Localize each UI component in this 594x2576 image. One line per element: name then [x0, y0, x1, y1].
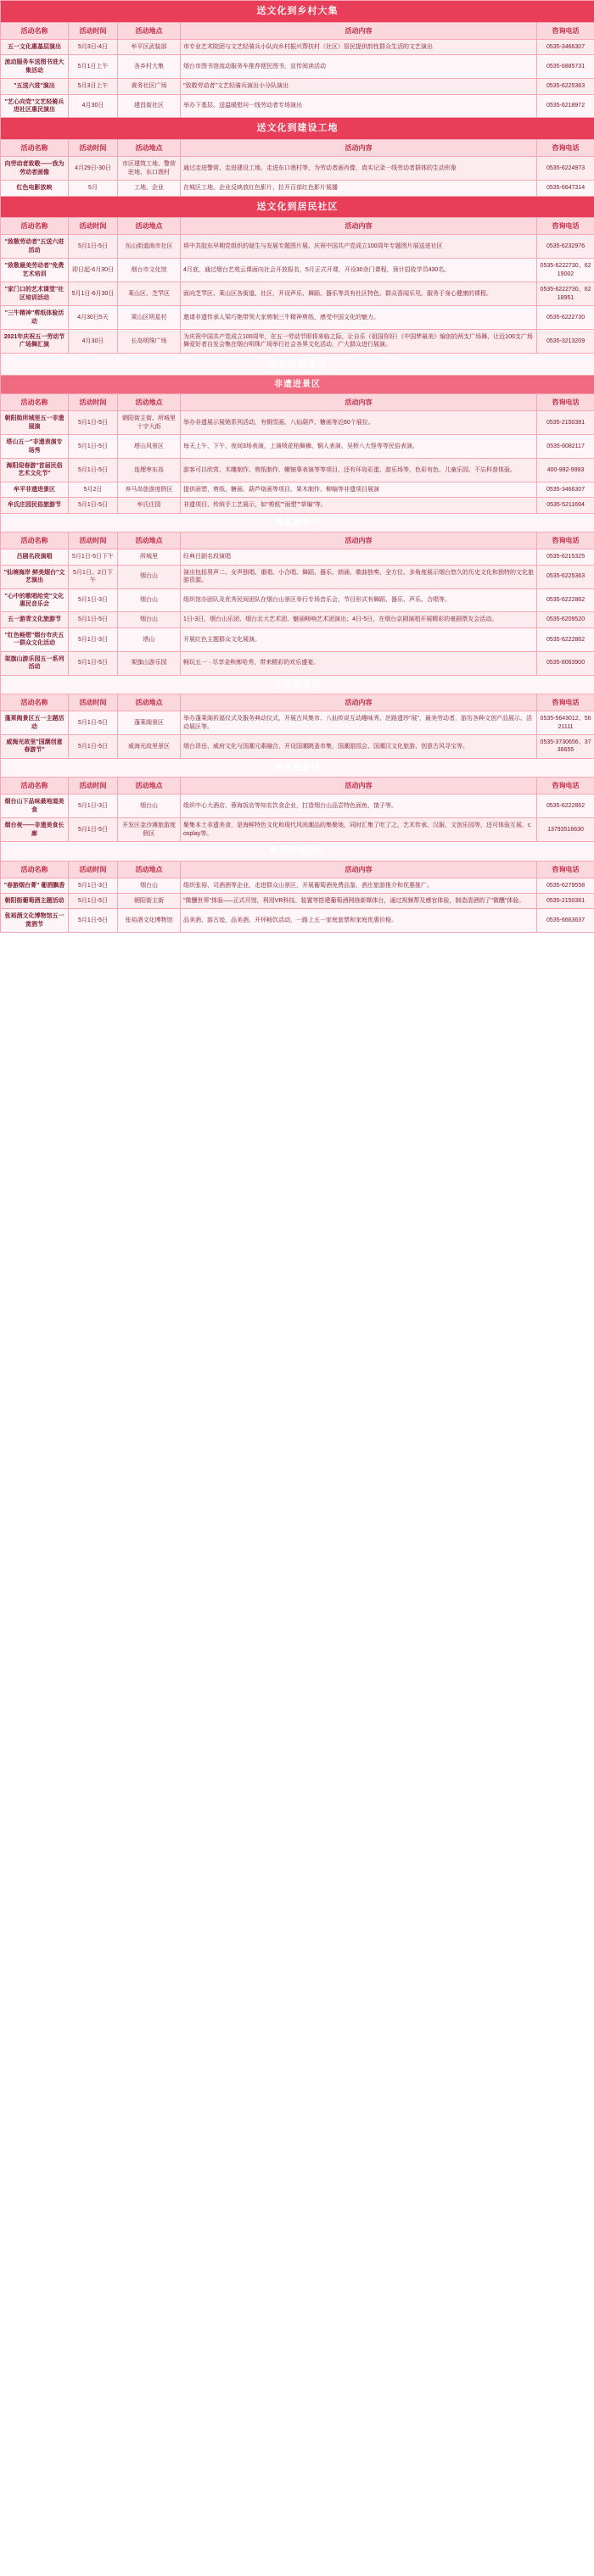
activity-name: 向劳动者致敬——我为劳动者画像 [1, 157, 69, 181]
activity-place: 工地、企业 [118, 181, 181, 196]
column-header-0: 活动名称 [1, 778, 69, 795]
activity-content: 演出包括男声二、女声独唱、重唱、小合唱、舞蹈、器乐、朗诵、歌曲独奏、全方位、多角度展示烟台悠久的历史文化和独特的文化旅游资源。 [181, 565, 537, 588]
activity-phone: 0535-6209520 [537, 612, 594, 627]
activity-content: 为庆祝中国共产党成立100周年，在五一劳动节即将来临之际，让自乐（祖国你好）《中国梦最美》编创的两支广场舞，让近100支广场舞爱好者自发会集在烟台明珠广场举行社会各界文化活动，广大群众进行展演。 [181, 329, 537, 353]
activity-time: 5月1日-3日 [69, 627, 118, 651]
activity-name: "红色畅想"烟台市庆五一群众文化活动 [1, 627, 69, 651]
table-header-row [1, 861, 594, 878]
column-header-3: 活动内容 [181, 140, 537, 157]
activity-name: 五一文化惠基层演出 [1, 39, 69, 54]
column-header-3: 活动内容 [181, 694, 537, 711]
activity-place: 开发区金沙滩旅游度假区 [118, 818, 181, 842]
activity-content: 举办非遗展示展销系列活动，有铜雪画、八仙葫芦、糖画等近60个展位。 [181, 411, 537, 435]
activity-place: 烟台市文化馆 [118, 259, 181, 282]
activity-phone: 0535-6225363 [537, 565, 594, 588]
column-header-4: 咨询电话 [537, 394, 594, 411]
activity-name: "致敬劳动者"五送六进活动 [1, 235, 69, 259]
subsection-title: 美食进景区 [1, 758, 594, 778]
section-title-row [1, 196, 594, 218]
activity-time: 5月1日-5日 [69, 458, 118, 482]
activity-time: 5月1日-6月30日 [69, 282, 118, 306]
activity-place: 养马岛旅游度假区 [118, 482, 181, 497]
activity-name: 威海光故里"国潮创意春游节" [1, 734, 69, 758]
activity-phone: 0535-5211694 [537, 498, 594, 513]
activity-content: 提供面塑、剪纸、糖画、葫芦烙画等项目、果木制作、柳编等非遗项目展演 [181, 482, 537, 497]
table-row [1, 94, 594, 118]
table-row [1, 39, 594, 54]
activity-phone: 0535-6082117 [537, 435, 594, 459]
activity-phone: 13793516630 [537, 818, 594, 842]
table-row [1, 612, 594, 627]
activity-phone: 0535-6218972 [537, 94, 594, 118]
column-header-1: 活动时间 [69, 694, 118, 711]
table-row [1, 878, 594, 893]
table-row [1, 894, 594, 909]
subsection-title-row [1, 675, 594, 694]
activity-place: 烟台山 [118, 565, 181, 588]
column-header-2: 活动地点 [118, 140, 181, 157]
activity-table [0, 0, 594, 933]
activity-phone: 0535-2150381 [537, 894, 594, 909]
column-header-2: 活动地点 [118, 861, 181, 878]
activity-name: 2021年庆祝五一劳动节广场舞汇演 [1, 329, 69, 353]
subsection-title: 非遗进景区 [1, 375, 594, 394]
activity-content: "微醺世界"体验–––正式开馆，利用VR科技、装置等搭建葡萄酒网络新媒体台，通过视频帮及感官体验，制造清酒的了"微醺"体验。 [181, 894, 537, 909]
column-header-2: 活动地点 [118, 532, 181, 549]
activity-time: 5月1日-5日 [69, 894, 118, 909]
subsection-title: 演艺进景区 [1, 513, 594, 532]
section-title-row [1, 118, 594, 140]
column-header-4: 咨询电话 [537, 532, 594, 549]
column-header-3: 活动内容 [181, 218, 537, 235]
table-row [1, 711, 594, 735]
subsection-title-row [1, 842, 594, 861]
column-header-0: 活动名称 [1, 140, 69, 157]
activity-name: "致敬最美劳动者"免费艺术培训 [1, 259, 69, 282]
activity-phone: 0535-6222862 [537, 588, 594, 612]
activity-name: 朝阳街葡萄酒主题活动 [1, 894, 69, 909]
table-row [1, 651, 594, 675]
activity-time: 4月30日5天 [69, 306, 118, 330]
subsection-title-row [1, 758, 594, 778]
activity-phone: 0535-8063900 [537, 651, 594, 675]
activity-name: 吕剧名段演唱 [1, 549, 69, 565]
table-header-row [1, 532, 594, 549]
table-row [1, 157, 594, 181]
column-header-0: 活动名称 [1, 532, 69, 549]
activity-place: 烟台山 [118, 795, 181, 818]
column-header-4: 咨询电话 [537, 778, 594, 795]
table-header-row [1, 778, 594, 795]
activity-content: "致敬劳动者"文艺轻骑兵演出小分队演出 [181, 79, 537, 94]
subsection-title-row [1, 513, 594, 532]
table-row [1, 588, 594, 612]
activity-phone: 0535-3466307 [537, 39, 594, 54]
activity-time: 5月1日-5日 [69, 498, 118, 513]
activity-time: 5月1日-5日 [69, 909, 118, 933]
activity-content: 开展红色主题群众文化展演。 [181, 627, 537, 651]
activity-name: 五一游青文化旅游节 [1, 612, 69, 627]
table-row [1, 565, 594, 588]
column-header-2: 活动地点 [118, 22, 181, 39]
activity-content: 邀请非遗传承人梁巧艳带领大家剪制三牛精神剪纸，感受中国文化的魅力。 [181, 306, 537, 330]
activity-phone: 0535-3466307 [537, 482, 594, 497]
section-title-row [1, 1, 594, 23]
activity-time: 5月2日 [69, 482, 118, 497]
activity-content: 组织馆办团队及优秀民间团队在烟台山景区举行专场音乐会，节目形式有舞蹈、器乐、声乐、合唱等。 [181, 588, 537, 612]
table-row [1, 79, 594, 94]
subsection-title-row [1, 375, 594, 394]
activity-time: 5月1日-5日 [69, 734, 118, 758]
table-row [1, 482, 594, 497]
activity-content: 组织中心大酒店、蓉海饭店等知名饮食企业，打造烟台山品尝特色面鱼、馇子等。 [181, 795, 537, 818]
subsection-title: 葡萄酒进景区 [1, 842, 594, 861]
column-header-1: 活动时间 [69, 218, 118, 235]
table-row [1, 498, 594, 513]
activity-time: 5月1日-5日 [69, 651, 118, 675]
activity-place: 塔山 [118, 627, 181, 651]
activity-content: 聚集本土非遗美食，是海鲜特色文化和现代风尚潮品的集聚地，同时汇集了吃了之、艺术传承、汉服、文创乐园等，还可体验互展、cosplay等。 [181, 818, 537, 842]
activity-time: 5月1日-5日 [69, 435, 118, 459]
activity-time: 5月1日、2日下午 [69, 565, 118, 588]
activity-place: 蓬莱阁景区 [118, 711, 181, 735]
activity-name: 架旗山游乐园五一系列活动 [1, 651, 69, 675]
activity-phone: 0535-6224973 [537, 157, 594, 181]
activity-name: "春游烟台菁" 葡酒飘香 [1, 878, 69, 893]
activity-content: 1日-3日，烟台山乐团、烟台北大艺术团、魅丽畅响艺术团演出；4日-5日，在烟台京剧演唱开展精彩的豪剧票友会活动。 [181, 612, 537, 627]
activity-name: 蓬莱阁景区五一主题活动 [1, 711, 69, 735]
activity-time: 5月1日-5日下午 [69, 549, 118, 565]
activity-place: 东山街道南市社区 [118, 235, 181, 259]
section-title: 送文化到景区 [1, 353, 594, 375]
activity-phone: 0535-6279558 [537, 878, 594, 893]
activity-time: 5月1日上午 [69, 55, 118, 79]
activity-content: 非遗项目、传统手工艺展示，如"剪纸""面塑""草编"等。 [181, 498, 537, 513]
activity-name: "五送六进"演出 [1, 79, 69, 94]
column-header-3: 活动内容 [181, 861, 537, 878]
column-header-0: 活动名称 [1, 22, 69, 39]
section-title-row [1, 353, 594, 375]
activity-time: 5月1日-3日 [69, 795, 118, 818]
table-header-row [1, 694, 594, 711]
table-row [1, 458, 594, 482]
table-header-row [1, 22, 594, 39]
activity-phone: 0535-6222862 [537, 795, 594, 818]
column-header-4: 咨询电话 [537, 861, 594, 878]
activity-place: 连理枣东岛 [118, 458, 181, 482]
activity-time: 4月29日-30日 [69, 157, 118, 181]
table-header-row [1, 394, 594, 411]
activity-content: 经典吕剧名段演唱 [181, 549, 537, 565]
subsection-title: 文创进景区 [1, 675, 594, 694]
section-title: 送文化到乡村大集 [1, 1, 594, 23]
activity-phone: 0535-6663637 [537, 909, 594, 933]
activity-content: 4月底，通过烟台艺苑云课面向社会开放报名，5月正式开课，开设30余门课程，预计招收学员430名。 [181, 259, 537, 282]
activity-phone: 0535-3730656、3736655 [537, 734, 594, 758]
column-header-4: 咨询电话 [537, 22, 594, 39]
activity-name: 朝阳街所城里五一非遗展演 [1, 411, 69, 435]
activity-place: 烟台山 [118, 588, 181, 612]
column-header-0: 活动名称 [1, 861, 69, 878]
activity-time: 5月1日-5日 [69, 612, 118, 627]
activity-name: "仙境海岸 鲜美烟台"文艺演出 [1, 565, 69, 588]
activity-content: 烟台昂岳、威府文化与国潮元素融合，开设国潮跳蚤市集，国潮游园会、国潮汉文化旅游、创意古风寻宝等。 [181, 734, 537, 758]
table-header-row [1, 218, 594, 235]
column-header-1: 活动时间 [69, 394, 118, 411]
activity-name: "三牛精神"剪纸体验活动 [1, 306, 69, 330]
activity-name: 烟台山下品味最地道美食 [1, 795, 69, 818]
column-header-0: 活动名称 [1, 694, 69, 711]
activity-place: 朝阳街主街 [118, 894, 181, 909]
activity-content: 市专业艺术院团与文艺轻骑兵小队向乡村振兴帮扶村（社区）居民提供韵性群众生活的文艺演出 [181, 39, 537, 54]
activity-content: 组织张裕、司酒酒等企业，走进群众山景区，开展葡萄酒免费品鉴、酒庄旅游推介和优惠推广。 [181, 878, 537, 893]
column-header-3: 活动内容 [181, 22, 537, 39]
activity-place: 烟台山 [118, 878, 181, 893]
column-header-4: 咨询电话 [537, 694, 594, 711]
section-title: 送文化到建设工地 [1, 118, 594, 140]
activity-place: 黄务社区广场 [118, 79, 181, 94]
activity-name: 塔山五一"非遗表演专场秀 [1, 435, 69, 459]
activity-name: "心中的歌唱给党"文化惠民音乐会 [1, 588, 69, 612]
activity-content: 品美酒、游古迹，品美酒，开怀畅饮活动，一路上五一家庭套票和家庭优惠价格。 [181, 909, 537, 933]
activity-place: 威海光故里景区 [118, 734, 181, 758]
activity-content: 将中共胶东早期党组织的诞生与发展专题图片展、庆祝中国共产党成立100周年专题图片展送进社区 [181, 235, 537, 259]
column-header-0: 活动名称 [1, 218, 69, 235]
column-header-1: 活动时间 [69, 22, 118, 39]
activity-time: 5月1日-5日 [69, 818, 118, 842]
activity-place: 烟台山 [118, 612, 181, 627]
activity-phone: 0535-6222862 [537, 627, 594, 651]
column-header-0: 活动名称 [1, 394, 69, 411]
activity-name: "家门口的艺术课堂"社区培训活动 [1, 282, 69, 306]
activity-time: 4月30日 [69, 94, 118, 118]
table-row [1, 282, 594, 306]
table-row [1, 329, 594, 353]
table-row [1, 549, 594, 565]
column-header-1: 活动时间 [69, 778, 118, 795]
column-header-1: 活动时间 [69, 861, 118, 878]
activity-phone: 0535-6232976 [537, 235, 594, 259]
column-header-2: 活动地点 [118, 694, 181, 711]
activity-phone: 0535-6222730、6219002 [537, 259, 594, 282]
activity-place: 朝阳街主街、所城里十字大街 [118, 411, 181, 435]
activity-time: 4月30日 [69, 329, 118, 353]
activity-time: 5月1日-5日 [69, 411, 118, 435]
table-row [1, 627, 594, 651]
activity-schedule-page [0, 0, 594, 933]
activity-time: 5月1日-5日 [69, 235, 118, 259]
activity-content: 通过走进警营、走进建设工地、走进东口渔村等，为劳动者画肖像，真实记录一线劳动者群体的生动形象 [181, 157, 537, 181]
activity-name: "艺心向党"文艺轻骑兵进社区惠民演出 [1, 94, 69, 118]
activity-phone: 0535-3213209 [537, 329, 594, 353]
activity-time: 5月1日-3日 [69, 878, 118, 893]
column-header-3: 活动内容 [181, 778, 537, 795]
activity-place: 牟氏庄园 [118, 498, 181, 513]
activity-phone: 0535-6215325 [537, 549, 594, 565]
table-row [1, 795, 594, 818]
table-row [1, 55, 594, 79]
activity-name: 牟氏庄园民俗旅游节 [1, 498, 69, 513]
section-title: 送文化到居民社区 [1, 196, 594, 218]
table-row [1, 435, 594, 459]
activity-phone: 0535-6225363 [537, 79, 594, 94]
activity-content: 游客可以欣赏、木雕制作、剪纸制作、螺钿事表演等等项目，还有环岛彩蛋、游乐场等，色彩有色、儿童乐园、不忘科普体验。 [181, 458, 537, 482]
activity-place: 建昌街社区 [118, 94, 181, 118]
column-header-4: 咨询电话 [537, 218, 594, 235]
activity-place: 所城里 [118, 549, 181, 565]
column-header-2: 活动地点 [118, 218, 181, 235]
activity-content: 每天上午、下午，夜间3场表演，上演喷花柏舞狮、铜人表演、吴桥八大怪等等民俗表演。 [181, 435, 537, 459]
activity-content: 畅玩五一 · 尽享金秋嘭哈秀，带来精彩的欢乐盛宴。 [181, 651, 537, 675]
activity-place: 张裕酒文化博物馆 [118, 909, 181, 933]
activity-place: 市区建筑工地、警营驻地、东口渔村 [118, 157, 181, 181]
activity-name: 海阳迎春游"首届民俗艺术文化节" [1, 458, 69, 482]
activity-place: 各乡村大集 [118, 55, 181, 79]
column-header-2: 活动地点 [118, 394, 181, 411]
activity-content: 面向芝罘区、莱山区各街道、社区，开设声乐、舞蹈、器乐等具有社区特色、群众喜闻乐见、服务于身心健康的课程。 [181, 282, 537, 306]
column-header-2: 活动地点 [118, 778, 181, 795]
table-row [1, 259, 594, 282]
activity-content: 举办蓬莱阁祈福仪式及服务典动仪式，开展古风集市、八仙传说互动趣味秀、丝路遗珍"展"，最美劳动者，游历各种文创产品展示、活动展区等。 [181, 711, 537, 735]
activity-phone: 0535-6222730 [537, 306, 594, 330]
activity-time: 5月1日-3日 [69, 588, 118, 612]
column-header-3: 活动内容 [181, 394, 537, 411]
table-row [1, 181, 594, 196]
table-row [1, 818, 594, 842]
activity-time: 5月1日-5日 [69, 711, 118, 735]
activity-name: 流动服务车送图书进大集活动 [1, 55, 69, 79]
column-header-1: 活动时间 [69, 532, 118, 549]
activity-content: 举办下基层、送温暖慰问一线劳动者专场演出 [181, 94, 537, 118]
table-header-row [1, 140, 594, 157]
activity-place: 莱山区、芝罘区 [118, 282, 181, 306]
activity-time: 5月3日上午 [69, 79, 118, 94]
table-row [1, 411, 594, 435]
table-row [1, 734, 594, 758]
column-header-1: 活动时间 [69, 140, 118, 157]
activity-time: 5月 [69, 181, 118, 196]
activity-phone: 0535-5643012、5621111 [537, 711, 594, 735]
activity-time: 5月3日-4日 [69, 39, 118, 54]
activity-name: 红色电影放映 [1, 181, 69, 196]
column-header-3: 活动内容 [181, 532, 537, 549]
table-row [1, 235, 594, 259]
table-row [1, 306, 594, 330]
activity-phone: 0535-2150381 [537, 411, 594, 435]
activity-time: 即日起-6月30日 [69, 259, 118, 282]
activity-phone: 0535-6885731 [537, 55, 594, 79]
activity-name: 牟平非遗进景区 [1, 482, 69, 497]
activity-place: 塔山风景区 [118, 435, 181, 459]
activity-place: 架旗山游乐园 [118, 651, 181, 675]
activity-phone: 0535-6222730、6218951 [537, 282, 594, 306]
activity-place: 牟平区武装部 [118, 39, 181, 54]
activity-place: 长岛明珠广场 [118, 329, 181, 353]
activity-content: 在城区工地、企业反映放红色影片，拉开百部红色影片展播 [181, 181, 537, 196]
activity-place: 莱山区明星村 [118, 306, 181, 330]
column-header-4: 咨询电话 [537, 140, 594, 157]
activity-name: 烟台夜——非遗美食长廊 [1, 818, 69, 842]
activity-phone: 400-992-9993 [537, 458, 594, 482]
activity-content: 烟台市图书馆流动服务车推荐便民图书，宣传阅读活动 [181, 55, 537, 79]
table-row [1, 909, 594, 933]
activity-name: 张裕酒文化博物馆五一赏酒节 [1, 909, 69, 933]
activity-phone: 0535-6647314 [537, 181, 594, 196]
